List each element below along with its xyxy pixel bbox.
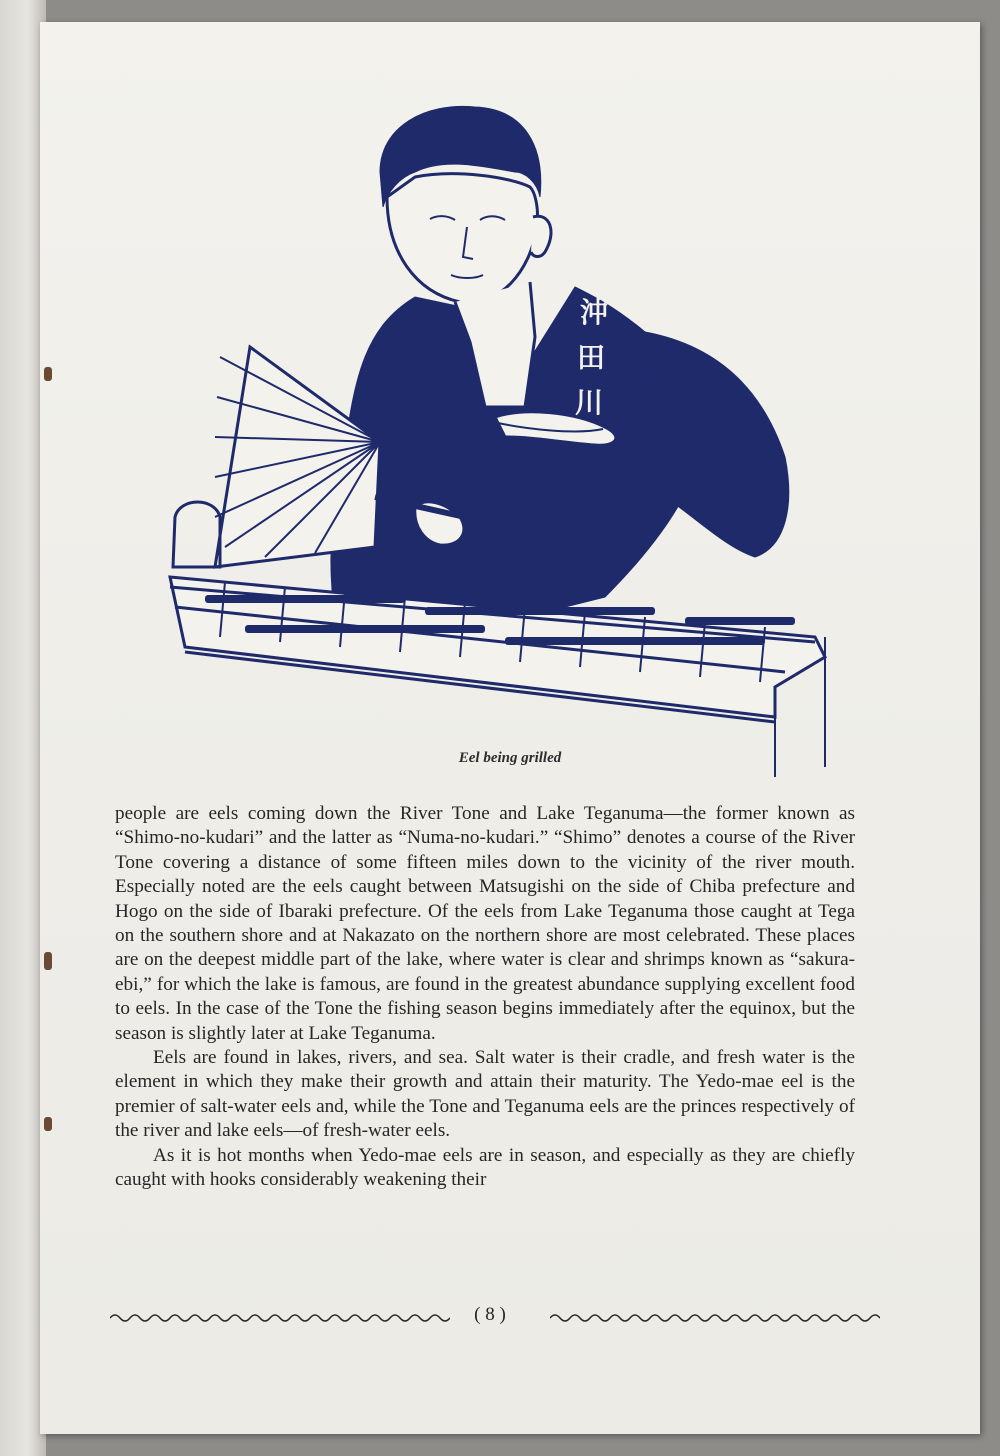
staple-hole xyxy=(44,952,52,970)
kimono-lettering: 田 xyxy=(577,341,606,374)
figure-caption: Eel being grilled xyxy=(458,750,562,766)
book-page xyxy=(40,22,980,1434)
staple-hole xyxy=(44,1117,52,1131)
kimono-lettering: 川 xyxy=(575,386,604,419)
paragraph: people are eels coming down the River Tone and Lake Teganuma—the former known as “Shimo-no-kudari” and the latter as “Numa-no-kudari.” “Shimo” denotes a course of the River Tone covering a distance of some fifteen miles down to the vicinity of the river mouth. Especially noted are the eels caught between Matsugishi on the side of Chiba prefecture and Hogo on the side of Ibaraki prefecture. Of the eels from Lake Teganuma those caught at Tega on the southern shore and at Nakazato on the northern shore are most celebrated. These places are on the deepest middle part of the lake, where water is clear and shrimps known as “sakura-ebi,” for which the lake is famous, are found in the greatest abundance supplying excellent food to eels. In the case of the Tone the fishing season begins immediately after the equinox, but the season is slightly later at Lake Teganuma. xyxy=(115,803,855,1044)
page-footer xyxy=(110,1302,870,1332)
body-text xyxy=(115,802,855,1193)
paragraph: As it is hot months when Yedo-mae eels are in season, and especially as they are chiefly caught with hooks considerably weakening their xyxy=(115,1144,855,1191)
kimono-lettering: 沖 xyxy=(580,296,609,329)
eel-grilling-illustration xyxy=(125,77,885,777)
staple-hole xyxy=(44,367,52,381)
wave-ornament-right xyxy=(550,1312,880,1324)
paragraph: Eels are found in lakes, rivers, and sea. Salt water is their cradle, and fresh water is the element in which they make their growth and attain their maturity. The Yedo-mae eel is the premier of salt-water eels and, while the Tone and Teganuma eels are the princes respectively of the river and lake eels—of fresh-water eels. xyxy=(115,1047,855,1142)
page-number: ( 8 ) xyxy=(474,1304,506,1325)
